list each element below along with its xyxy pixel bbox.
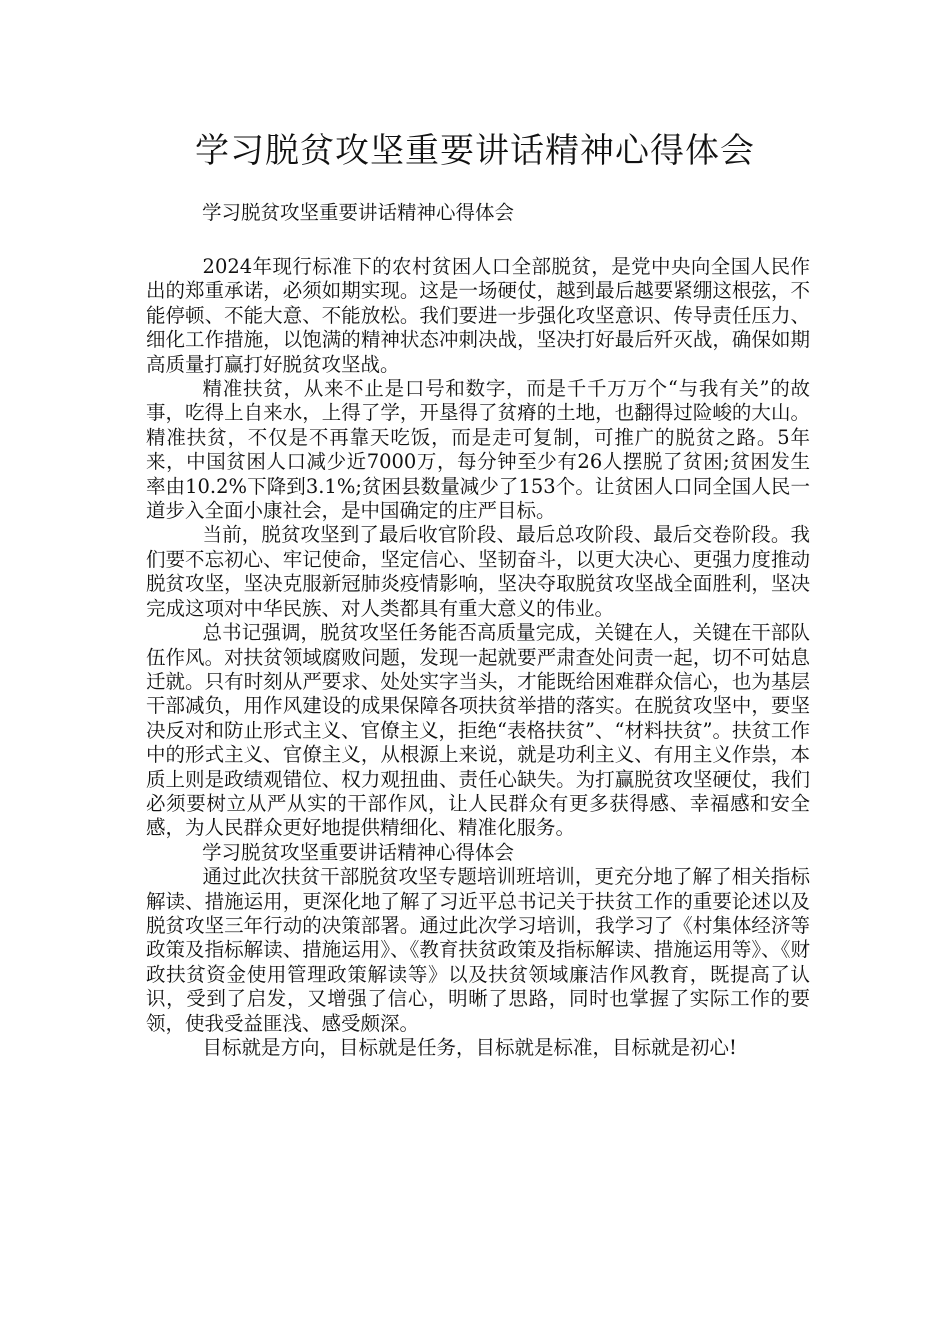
paragraph: 通过此次扶贫干部脱贫攻坚专题培训班培训，更充分地了解了相关指标解读、措施运用，更深化地了解了习近平总书记关于扶贫工作的重要论述以及脱贫攻坚三年行动的决策部署。通过此次学习培训，我学习了《村集体经济等政策及指标解读、措施运用》、《教育扶贫政策及指标解读、措施运用等》、《财政扶贫资金使用管理政策解读等》以及扶贫领域廉洁作风教育，既提高了认识，受到了启发，又增强了信心，明晰了思路，同时也掌握了实际工作的要领，使我受益匪浅、感受颇深。 xyxy=(146,865,810,1035)
paragraph: 当前，脱贫攻坚到了最后收官阶段、最后总攻阶段、最后交卷阶段。我们要不忘初心、牢记使命，坚定信心、坚韧奋斗，以更大决心、更强力度推动脱贫攻坚，坚决克服新冠肺炎疫情影响，坚决夺取脱贫攻坚战全面胜利，坚决完成这项对中华民族、对人类都具有重大意义的伟业。 xyxy=(146,523,810,620)
paragraph: 目标就是方向，目标就是任务，目标就是标准，目标就是初心! xyxy=(202,1036,737,1059)
document-body xyxy=(146,196,810,1060)
paragraph: 2024年现行标准下的农村贫困人口全部脱贫，是党中央向全国人民作出的郑重承诺，必须如期实现。这是一场硬仗，越到最后越要紧绷这根弦，不能停顿、不能大意、不能放松。我们要进一步强化攻坚意识、传导责任压力、细化工作措施，以饱满的精神状态冲刺决战，坚决打好最后歼灭战，确保如期高质量打赢打好脱贫攻坚战。 xyxy=(146,255,810,376)
paragraph: 总书记强调，脱贫攻坚任务能否高质量完成，关键在人，关键在干部队伍作风。对扶贫领域腐败问题，发现一起就要严肃查处问责一起，切不可姑息迁就。只有时刻从严要求、处处实字当头，才能既给困难群众信心，也为基层干部减负，用作风建设的成果保障各项扶贫举措的落实。在脱贫攻坚中，要坚决反对和防止形式主义、官僚主义，拒绝“表格扶贫”、“材料扶贫”。扶贫工作中的形式主义、官僚主义，从根源上来说，就是功利主义、有用主义作祟，本质上则是政绩观错位、权力观扭曲、责任心缺失。为打赢脱贫攻坚硬仗，我们必须要树立从严从实的干部作风，让人民群众有更多获得感、幸福感和安全感，为人民群众更好地提供精细化、精准化服务。 xyxy=(146,621,810,840)
paragraph: 精准扶贫，从来不止是口号和数字，而是千千万万个“与我有关”的故事，吃得上自来水，上得了学，开垦得了贫瘠的土地，也翻得过险峻的大山。精准扶贫，不仅是不再靠天吃饭，而是走可复制，可推广的脱贫之路。5年来，中国贫困人口减少近7000万，每分钟至少有26人摆脱了贫困;贫困发生率由10.2%下降到3.1%;贫困县数量减少了153个。让贫困人口同全国人民一道步入全面小康社会，是中国确定的庄严目标。 xyxy=(146,377,810,523)
document-title: 学习脱贫攻坚重要讲话精神心得体会 xyxy=(195,131,755,171)
document-subtitle: 学习脱贫攻坚重要讲话精神心得体会 xyxy=(202,201,515,224)
section-subheading: 学习脱贫攻坚重要讲话精神心得体会 xyxy=(202,840,515,864)
